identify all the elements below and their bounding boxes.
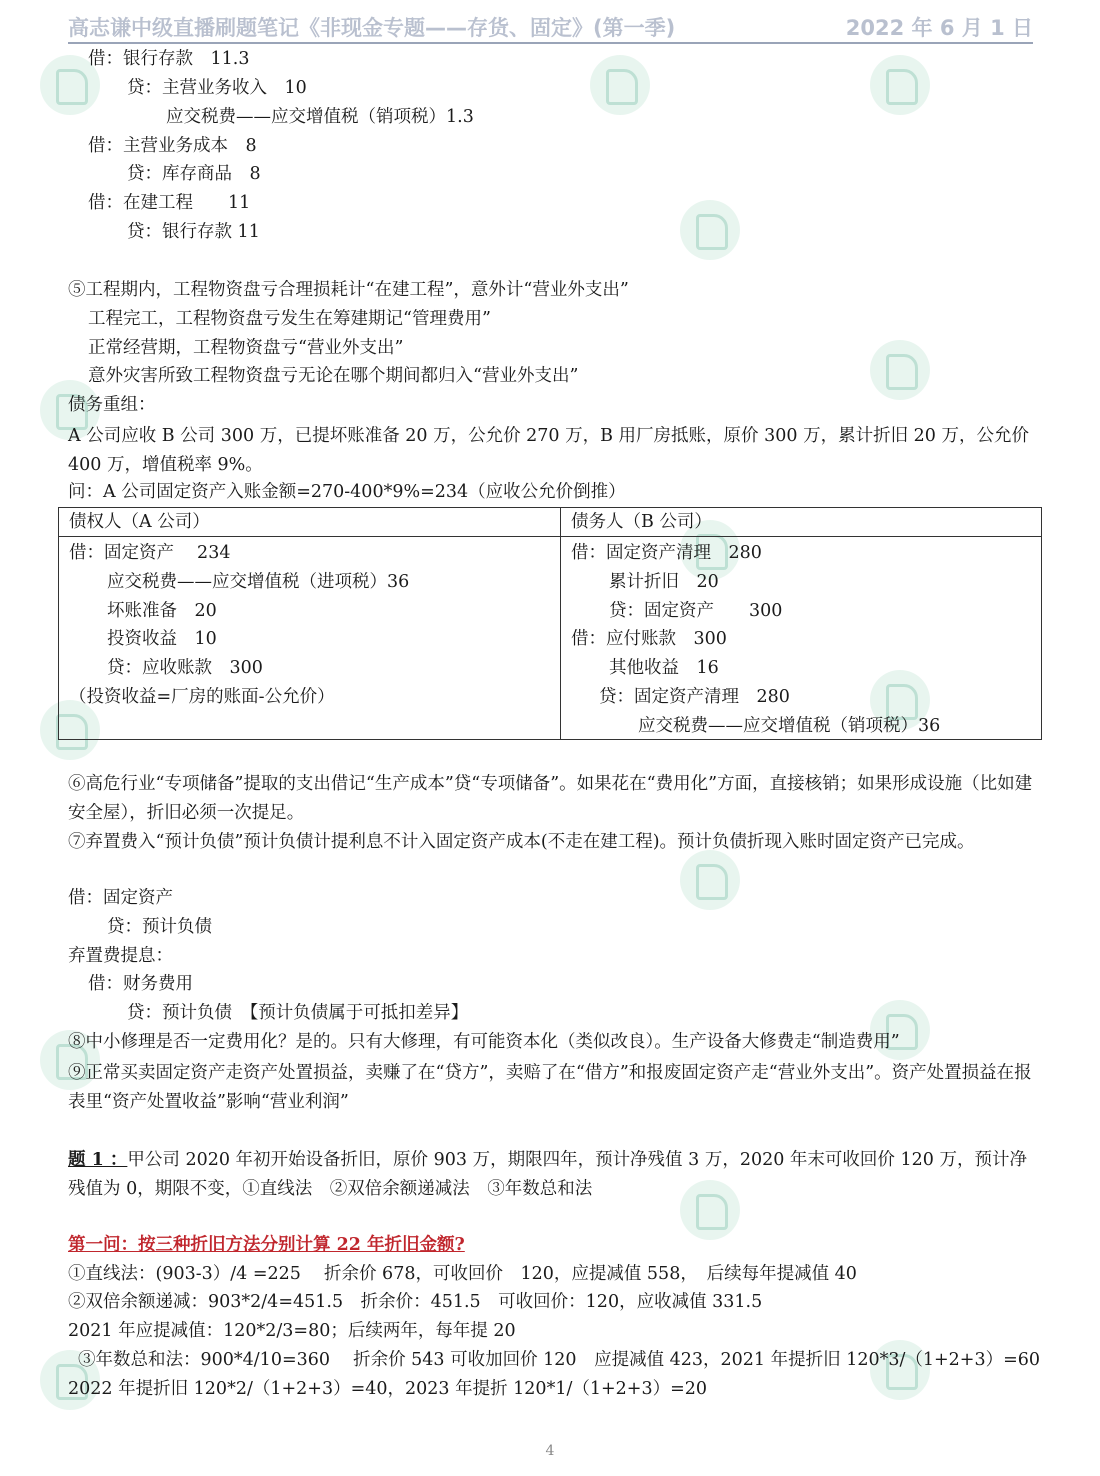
answer-line: ①直线法：(903-3）/4 =225 折余价 678，可收回价 120，应提减值 558， 后续每年提减值 40 [68,1264,857,1284]
table-line: （投资收益=厂房的账面-公允价） [69,687,335,707]
point5-line: ⑤工程期内，工程物资盘亏合理损耗计“在建工程”，意外计“营业外支出” [68,280,629,300]
table-line: 累计折旧 20 [609,572,719,592]
table-header-debtor: 债务人（B 公司） [561,508,1042,537]
point8-text: ⑧中小修理是否一定费用化？是的。只有大修理，有可能资本化（类似改良）。生产设备大修费走“制造费用” [68,1032,900,1052]
table-line: 坏账准备 20 [107,601,217,621]
table-line: 贷：固定资产 300 [609,601,783,621]
point7-entry: 借：固定资产 [68,888,173,908]
sub-question-heading: 第一问：按三种折旧方法分别计算 22 年折旧金额? [68,1235,465,1255]
table-line: 借：固定资产清理 280 [571,543,762,563]
answer-line: 2022 年提折旧 120*2/（1+2+3）=40，2023 年提折 120*1/（1+2+3）=20 [68,1379,708,1399]
question1 [68,1146,1033,1204]
entry-line: 借：银行存款 11.3 [88,49,250,69]
entry-line: 借：在建工程 11 [88,193,251,213]
answer-line: ③年数总和法：900*4/10=360 折余价 543 可收加回价 120 应提减值 423，2021 年提折旧 120*3/（1+2+3）=60 [78,1350,1041,1370]
table-cell-debtor [561,537,1042,740]
watermark-logo-icon [870,55,930,115]
table-header-creditor: 债权人（A 公司） [59,508,561,537]
debt-question: 问：A 公司固定资产入账金额=270-400*9%=234（应收公允价倒推） [68,482,626,502]
abandon-title: 弃置费提息： [68,946,173,966]
table-line: 应交税费——应交增值税（进项税）36 [107,572,410,592]
answer-line: 2021 年应提减值：120*2/3=80；后续两年，每年提 20 [68,1321,516,1341]
point7-entry: 贷：预计负债 [107,917,212,937]
point5-line: 正常经营期，工程物资盘亏“营业外支出” [88,338,404,358]
answer-line: ②双倍余额递减：903*2/4=451.5 折余价：451.5 可收回价：120，应收减值 331.5 [68,1292,763,1312]
watermark-logo-icon [680,850,740,910]
entry-line: 贷：银行存款 11 [127,222,260,242]
table-line: 贷：应收账款 300 [107,658,263,678]
debt-title: 债务重组： [68,395,156,415]
point5-line: 意外灾害所致工程物资盘亏无论在哪个期间都归入“营业外支出” [88,366,579,386]
table-cell-creditor [59,537,561,740]
table-line: 借：固定资产 234 [69,543,231,563]
entry-line: 借：主营业务成本 8 [88,136,257,156]
watermark-logo-icon [870,340,930,400]
watermark-logo-icon [680,200,740,260]
entry-line: 贷：库存商品 8 [127,164,261,184]
question1-label: 题 1 ： [68,1150,128,1170]
page-number: 4 [545,1443,555,1459]
entry-line: 贷：主营业务收入 10 [127,78,307,98]
header-title: 高志谦中级直播刷题笔记《非现金专题——存货、固定》(第一季) [68,16,676,40]
question1-text: 甲公司 2020 年初开始设备折旧，原价 903 万，期限四年，预计净残值 3 万，2020 年末可收回价 120 万，预计净残值为 0，期限不变，①直线法 ②双倍余额递减法 ③年数总和法 [68,1150,1027,1199]
journal-table [58,507,1042,740]
header-date: 2022 年 6 月 1 日 [845,16,1033,40]
table-line: 应交税费——应交增值税（销项税）36 [638,716,941,736]
point6-text: ⑥高危行业“专项储备”提取的支出借记“生产成本”贷“专项储备”。如果花在“费用化”方面，直接核销；如果形成设施（比如建安全屋），折旧必须一次提足。 [68,774,1033,823]
debt-description: A 公司应收 B 公司 300 万，已提坏账准备 20 万，公允价 270 万，B 用厂房抵账，原价 300 万，累计折旧 20 万，公允价 400 万，增值税率 9%。 [68,426,1029,475]
table-line: 贷：固定资产清理 280 [599,687,790,707]
table-line: 其他收益 16 [609,658,719,678]
table-line: 借：应付账款 300 [571,629,727,649]
abandon-debit: 借：财务费用 [88,974,193,994]
point9-text: ⑨正常买卖固定资产走资产处置损益，卖赚了在“贷方”，卖赔了在“借方”和报废固定资产走“营业外支出”。资产处置损益在报表里“资产处置收益”影响“营业利润” [68,1063,1032,1112]
abandon-credit: 贷：预计负债 【预计负债属于可抵扣差异】 [127,1003,469,1023]
entry-line: 应交税费——应交增值税（销项税）1.3 [166,107,474,127]
table-line: 投资收益 10 [107,629,217,649]
watermark-logo-icon [590,55,650,115]
page-header [68,12,1033,44]
point7-text: ⑦弃置费入“预计负债”预计负债计提利息不计入固定资产成本(不走在建工程)。预计负债折现入账时固定资产已完成。 [68,832,975,852]
point5-line: 工程完工，工程物资盘亏发生在筹建期记“管理费用” [88,309,491,329]
